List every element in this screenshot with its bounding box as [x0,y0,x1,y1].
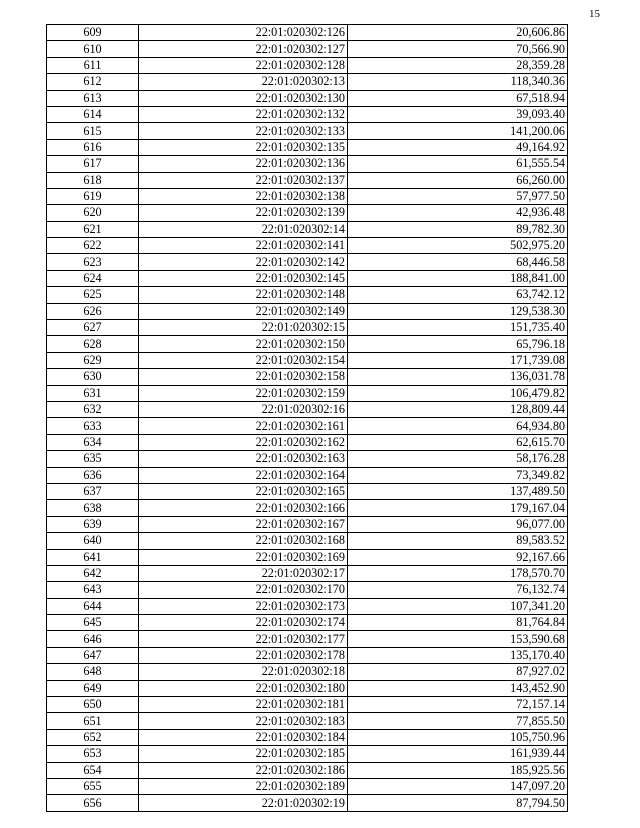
table-row [47,582,568,598]
row-number-cell: 612 [47,74,139,90]
value-cell: 49,164.92 [348,139,568,155]
table-row [47,172,568,188]
row-number-cell: 640 [47,533,139,549]
value-cell: 89,583.52 [348,533,568,549]
value-cell: 128,809.44 [348,401,568,417]
table-row [47,25,568,41]
row-number-cell: 649 [47,680,139,696]
page-number: 15 [589,8,600,20]
cadastral-number-cell: 22:01:020302:15 [139,320,348,336]
cadastral-number-cell: 22:01:020302:149 [139,303,348,319]
table-row [47,451,568,467]
row-number-cell: 644 [47,598,139,614]
table-row [47,139,568,155]
value-cell: 171,739.08 [348,352,568,368]
cadastral-number-cell: 22:01:020302:162 [139,434,348,450]
table-row [47,74,568,90]
row-number-cell: 625 [47,287,139,303]
row-number-cell: 635 [47,451,139,467]
table-row [47,598,568,614]
cadastral-number-cell: 22:01:020302:126 [139,25,348,41]
value-cell: 137,489.50 [348,483,568,499]
table-row [47,778,568,794]
value-cell: 42,936.48 [348,205,568,221]
cadastral-number-cell: 22:01:020302:166 [139,500,348,516]
cadastral-number-cell: 22:01:020302:184 [139,729,348,745]
row-number-cell: 616 [47,139,139,155]
row-number-cell: 623 [47,254,139,270]
value-cell: 179,167.04 [348,500,568,516]
row-number-cell: 633 [47,418,139,434]
value-cell: 77,855.50 [348,713,568,729]
value-cell: 96,077.00 [348,516,568,532]
table-row [47,713,568,729]
cadastral-number-cell: 22:01:020302:16 [139,401,348,417]
cadastral-number-cell: 22:01:020302:142 [139,254,348,270]
table-row [47,746,568,762]
row-number-cell: 639 [47,516,139,532]
cadastral-number-cell: 22:01:020302:180 [139,680,348,696]
table-body [47,25,568,812]
cadastral-number-cell: 22:01:020302:170 [139,582,348,598]
row-number-cell: 656 [47,795,139,811]
cadastral-number-cell: 22:01:020302:135 [139,139,348,155]
row-number-cell: 646 [47,631,139,647]
row-number-cell: 609 [47,25,139,41]
cadastral-number-cell: 22:01:020302:17 [139,565,348,581]
value-cell: 147,097.20 [348,778,568,794]
table-row [47,647,568,663]
table-row [47,106,568,122]
row-number-cell: 632 [47,401,139,417]
row-number-cell: 641 [47,549,139,565]
cadastral-number-cell: 22:01:020302:18 [139,664,348,680]
table-row [47,483,568,499]
row-number-cell: 624 [47,270,139,286]
cadastral-number-cell: 22:01:020302:145 [139,270,348,286]
cadastral-number-cell: 22:01:020302:174 [139,615,348,631]
value-cell: 61,555.54 [348,156,568,172]
cadastral-number-cell: 22:01:020302:150 [139,336,348,352]
table-row [47,352,568,368]
value-cell: 87,927.02 [348,664,568,680]
table-row [47,533,568,549]
table-row [47,336,568,352]
cadastral-number-cell: 22:01:020302:169 [139,549,348,565]
table-row [47,434,568,450]
cadastral-number-cell: 22:01:020302:136 [139,156,348,172]
value-cell: 106,479.82 [348,385,568,401]
row-number-cell: 653 [47,746,139,762]
value-cell: 107,341.20 [348,598,568,614]
table-row [47,516,568,532]
table-row [47,565,568,581]
value-cell: 105,750.96 [348,729,568,745]
value-cell: 188,841.00 [348,270,568,286]
value-cell: 66,260.00 [348,172,568,188]
cadastral-number-cell: 22:01:020302:139 [139,205,348,221]
value-cell: 64,934.80 [348,418,568,434]
row-number-cell: 619 [47,188,139,204]
table-row [47,467,568,483]
row-number-cell: 610 [47,41,139,57]
row-number-cell: 629 [47,352,139,368]
cadastral-table [46,24,568,812]
table-row [47,369,568,385]
table-row [47,680,568,696]
value-cell: 161,939.44 [348,746,568,762]
cadastral-number-cell: 22:01:020302:164 [139,467,348,483]
cadastral-number-cell: 22:01:020302:138 [139,188,348,204]
table-row [47,90,568,106]
value-cell: 72,157.14 [348,697,568,713]
table-row [47,631,568,647]
cadastral-number-cell: 22:01:020302:14 [139,221,348,237]
cadastral-number-cell: 22:01:020302:165 [139,483,348,499]
table-row [47,270,568,286]
value-cell: 68,446.58 [348,254,568,270]
cadastral-number-cell: 22:01:020302:163 [139,451,348,467]
table-row [47,795,568,811]
cadastral-number-cell: 22:01:020302:158 [139,369,348,385]
table-row [47,57,568,73]
row-number-cell: 638 [47,500,139,516]
cadastral-number-cell: 22:01:020302:189 [139,778,348,794]
table-row [47,287,568,303]
row-number-cell: 648 [47,664,139,680]
value-cell: 67,518.94 [348,90,568,106]
cadastral-number-cell: 22:01:020302:128 [139,57,348,73]
value-cell: 65,796.18 [348,336,568,352]
cadastral-number-cell: 22:01:020302:181 [139,697,348,713]
value-cell: 20,606.86 [348,25,568,41]
row-number-cell: 613 [47,90,139,106]
table-row [47,615,568,631]
table-row [47,254,568,270]
row-number-cell: 652 [47,729,139,745]
value-cell: 87,794.50 [348,795,568,811]
cadastral-number-cell: 22:01:020302:137 [139,172,348,188]
value-cell: 39,093.40 [348,106,568,122]
value-cell: 57,977.50 [348,188,568,204]
cadastral-number-cell: 22:01:020302:161 [139,418,348,434]
cadastral-number-cell: 22:01:020302:19 [139,795,348,811]
row-number-cell: 621 [47,221,139,237]
value-cell: 185,925.56 [348,762,568,778]
table-row [47,320,568,336]
row-number-cell: 651 [47,713,139,729]
row-number-cell: 611 [47,57,139,73]
table-row [47,205,568,221]
cadastral-number-cell: 22:01:020302:132 [139,106,348,122]
row-number-cell: 618 [47,172,139,188]
row-number-cell: 637 [47,483,139,499]
table-row [47,401,568,417]
cadastral-number-cell: 22:01:020302:159 [139,385,348,401]
table-row [47,664,568,680]
cadastral-number-cell: 22:01:020302:154 [139,352,348,368]
cadastral-number-cell: 22:01:020302:148 [139,287,348,303]
table-row [47,123,568,139]
value-cell: 118,340.36 [348,74,568,90]
value-cell: 143,452.90 [348,680,568,696]
cadastral-number-cell: 22:01:020302:168 [139,533,348,549]
row-number-cell: 628 [47,336,139,352]
table-row [47,500,568,516]
cadastral-number-cell: 22:01:020302:130 [139,90,348,106]
row-number-cell: 645 [47,615,139,631]
value-cell: 28,359.28 [348,57,568,73]
table-row [47,549,568,565]
value-cell: 58,176.28 [348,451,568,467]
table-row [47,303,568,319]
table-row [47,762,568,778]
row-number-cell: 626 [47,303,139,319]
value-cell: 153,590.68 [348,631,568,647]
cadastral-number-cell: 22:01:020302:173 [139,598,348,614]
row-number-cell: 615 [47,123,139,139]
row-number-cell: 647 [47,647,139,663]
cadastral-number-cell: 22:01:020302:186 [139,762,348,778]
table-row [47,729,568,745]
value-cell: 502,975.20 [348,238,568,254]
value-cell: 76,132.74 [348,582,568,598]
value-cell: 89,782.30 [348,221,568,237]
row-number-cell: 643 [47,582,139,598]
table-row [47,418,568,434]
row-number-cell: 634 [47,434,139,450]
row-number-cell: 654 [47,762,139,778]
row-number-cell: 617 [47,156,139,172]
value-cell: 151,735.40 [348,320,568,336]
value-cell: 141,200.06 [348,123,568,139]
value-cell: 92,167.66 [348,549,568,565]
value-cell: 63,742.12 [348,287,568,303]
value-cell: 178,570.70 [348,565,568,581]
value-cell: 135,170.40 [348,647,568,663]
cadastral-number-cell: 22:01:020302:127 [139,41,348,57]
value-cell: 73,349.82 [348,467,568,483]
table-row [47,238,568,254]
row-number-cell: 630 [47,369,139,385]
table-row [47,41,568,57]
table-row [47,188,568,204]
row-number-cell: 620 [47,205,139,221]
cadastral-number-cell: 22:01:020302:141 [139,238,348,254]
cadastral-number-cell: 22:01:020302:13 [139,74,348,90]
cadastral-number-cell: 22:01:020302:183 [139,713,348,729]
cadastral-number-cell: 22:01:020302:177 [139,631,348,647]
table-row [47,156,568,172]
row-number-cell: 614 [47,106,139,122]
row-number-cell: 650 [47,697,139,713]
value-cell: 70,566.90 [348,41,568,57]
cadastral-number-cell: 22:01:020302:133 [139,123,348,139]
value-cell: 62,615.70 [348,434,568,450]
row-number-cell: 622 [47,238,139,254]
table-row [47,221,568,237]
cadastral-number-cell: 22:01:020302:178 [139,647,348,663]
table-row [47,385,568,401]
value-cell: 81,764.84 [348,615,568,631]
row-number-cell: 627 [47,320,139,336]
value-cell: 129,538.30 [348,303,568,319]
cadastral-number-cell: 22:01:020302:167 [139,516,348,532]
cadastral-number-cell: 22:01:020302:185 [139,746,348,762]
row-number-cell: 631 [47,385,139,401]
row-number-cell: 636 [47,467,139,483]
row-number-cell: 642 [47,565,139,581]
row-number-cell: 655 [47,778,139,794]
table-row [47,697,568,713]
value-cell: 136,031.78 [348,369,568,385]
